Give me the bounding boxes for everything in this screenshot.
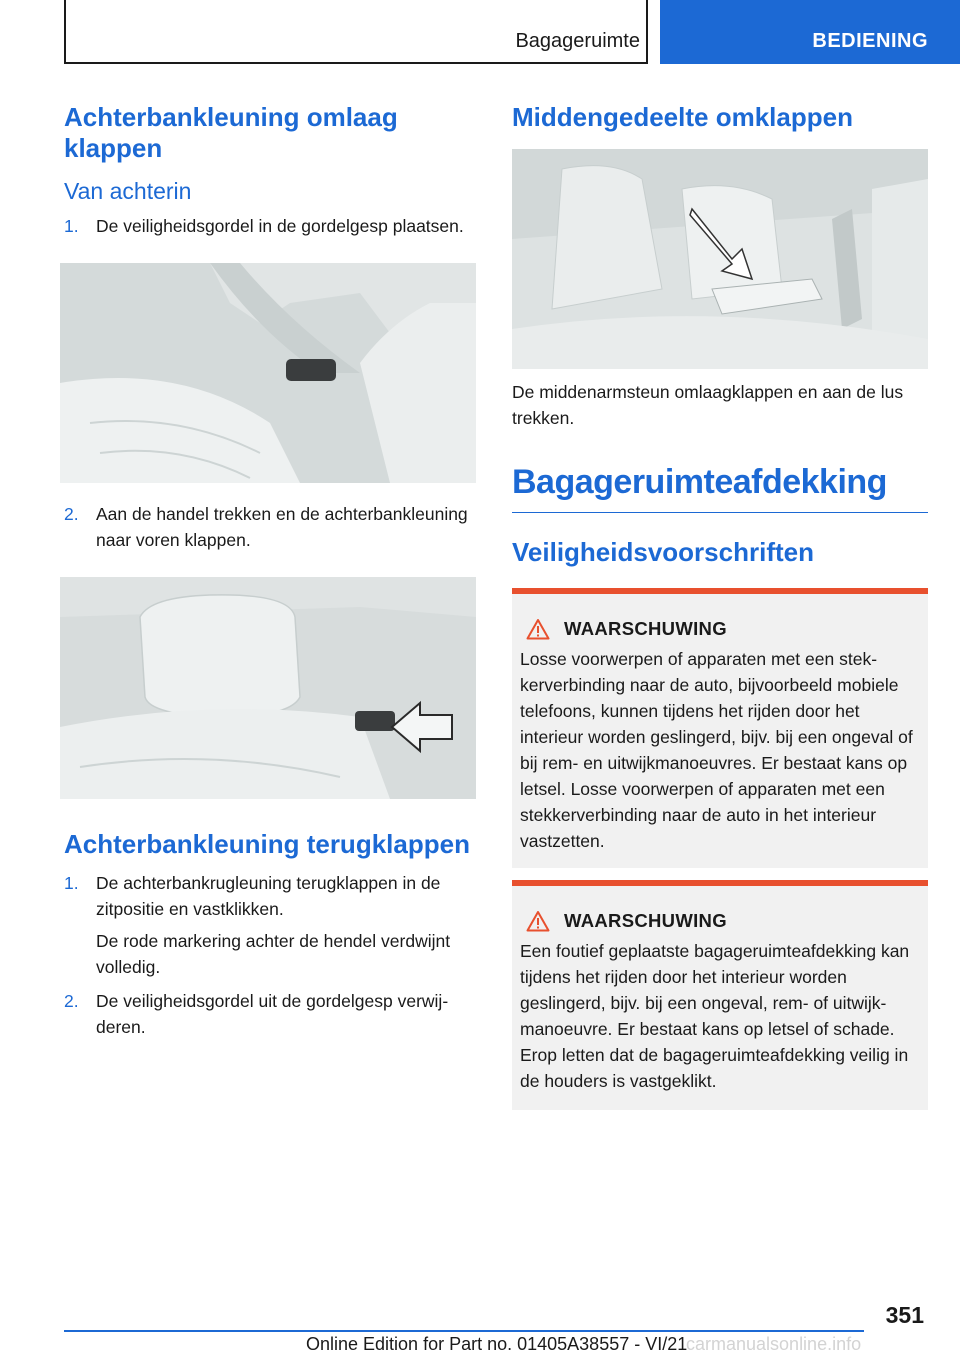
warning-text: Een foutief geplaatste bagageruimteafdekking kan tijdens het rijden door het interieur worden geslingerd, bijv. bij een ongeval, rem- of uitwijkmanoeuvre. Er bestaat kans op letsel of schade. Erop letten dat de bagageruimteafdekking veilig in de houders is vastgeklikt. <box>520 941 910 1091</box>
steps-fold-down <box>64 213 480 239</box>
illustration-seatbelt-buckle <box>60 263 476 483</box>
footer-divider <box>64 1330 864 1332</box>
step-number: 2. <box>64 504 79 524</box>
heading-seat-fold-back: Achterbankleuning terugklappen <box>64 829 470 859</box>
step-number: 1. <box>64 873 79 893</box>
illustration-release-handle <box>60 577 476 799</box>
warning-label: WAARSCHUWING <box>564 618 727 639</box>
list-item <box>64 501 480 553</box>
step-number: 1. <box>64 216 79 236</box>
heading-middle-section: Middengedeelte omklappen <box>512 102 853 132</box>
warning-box-loose-objects <box>512 588 928 868</box>
steps-fold-back <box>64 870 480 1040</box>
step-text: De veiligheidsgordel in de gordelgesp plaatsen. <box>96 216 464 236</box>
right-column <box>512 102 928 1110</box>
warning-triangle-icon <box>526 618 550 640</box>
armrest-caption: De middenarmsteun omlaagklappen en aan de lus trekken. <box>512 382 904 428</box>
step-text: De veiligheidsgordel uit de gordelgesp verwijderen. <box>96 991 449 1037</box>
header-chapter-tab: BEDIENING <box>660 0 960 64</box>
warning-label: WAARSCHUWING <box>564 910 727 931</box>
header-section-title: Bagageruimte <box>515 30 640 52</box>
step-number: 2. <box>64 991 79 1011</box>
page-number: 351 <box>885 1302 924 1328</box>
subheading-from-rear: Van achterin <box>64 178 192 204</box>
steps-fold-down-continued <box>64 501 480 553</box>
warning-box-cargo-cover <box>512 880 928 1110</box>
heading-seat-fold-down: Achterbankleuning omlaag klappen <box>64 102 398 163</box>
step-text: Aan de handel trekken en de achterbankleuning naar voren klappen. <box>96 504 468 550</box>
step-note: De rode markering achter de hendel verdwijnt volledig. <box>96 931 451 977</box>
footer-watermark: carmanualsonline.info <box>686 1334 862 1354</box>
step-text: De achterbankrugleuning terugklappen in de zitpositie en vastklikken. <box>96 873 441 919</box>
warning-triangle-icon <box>526 910 550 932</box>
warning-text: Losse voorwerpen of apparaten met een stekkerverbinding naar de auto, bijvoorbeeld mobiele telefoons, kunnen tijdens het rijden door het interieur worden geslingerd, bijv. bij een ongeval of bij rem- en uitwijkmanoeuvres. Er bestaat kans op letsel. Losse voorwerpen of apparaten met een stekkerverbinding naar de auto in het interieur vastzetten. <box>520 649 913 851</box>
list-item <box>64 988 480 1040</box>
list-item <box>64 213 480 239</box>
list-item <box>64 870 480 980</box>
illustration-middle-armrest <box>512 149 928 369</box>
footer-edition: Online Edition for Part no. 01405A38557 - VI/21 <box>306 1334 688 1354</box>
heading-safety-rules: Veiligheidsvoorschriften <box>512 537 814 567</box>
chapter-heading-cargo-cover: Bagageruimteafdekking <box>512 463 928 513</box>
left-column <box>64 102 480 1040</box>
